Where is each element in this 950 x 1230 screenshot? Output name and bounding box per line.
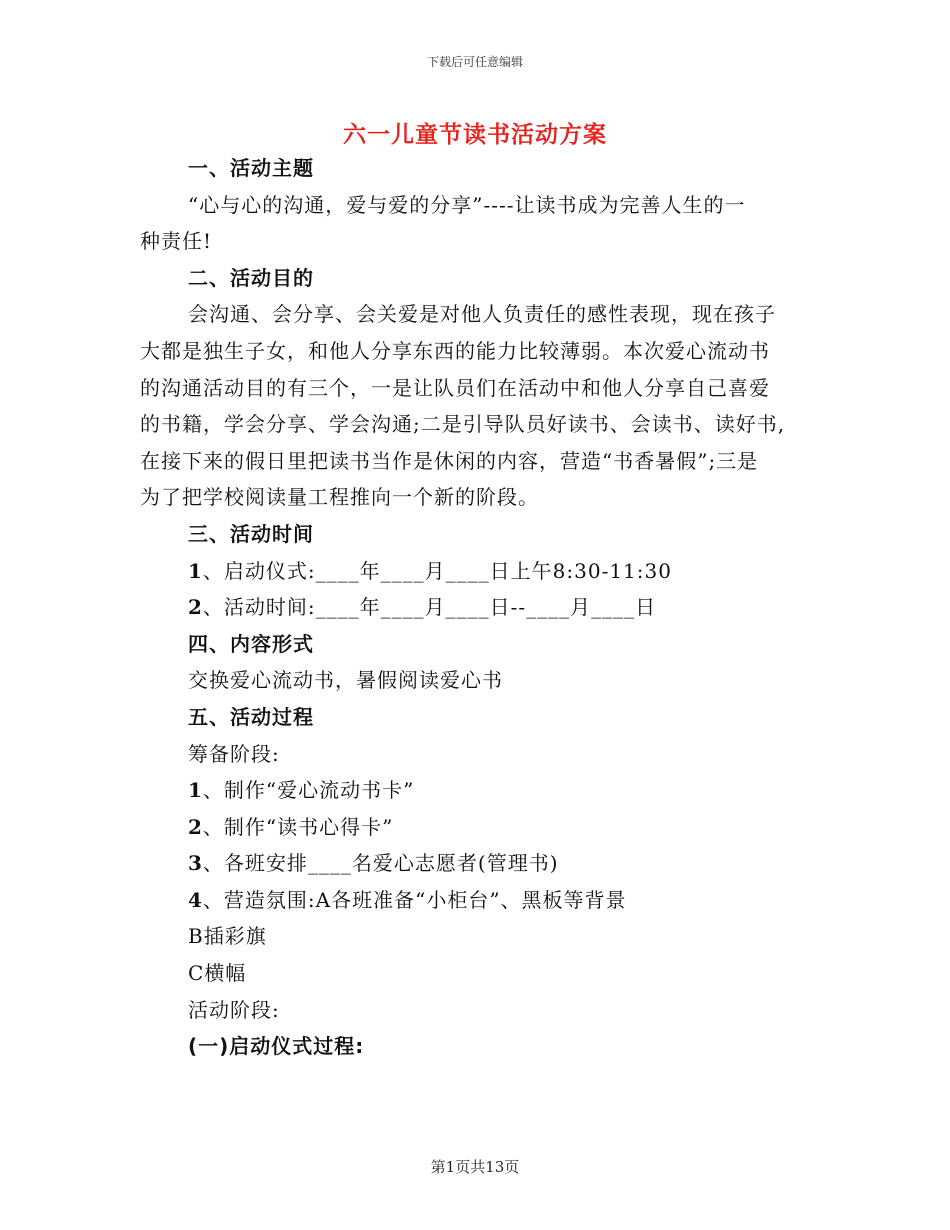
list-text: 、启动仪式:____年____月____日上午8:30-11:30 xyxy=(202,558,672,583)
prep-item-1 xyxy=(140,772,820,809)
list-text: 、营造氛围:A各班准备“小柜台”、黑板等背景 xyxy=(202,887,627,912)
document-body xyxy=(140,150,820,1065)
list-number: 2 xyxy=(188,595,203,620)
theme-text-line-1: “心与心的沟通，爱与爱的分享”----让读书成为完善人生的一 xyxy=(188,192,746,217)
purpose-line: 在接下来的假日里把读书当作是休闲的内容，营造“书香暑假”;三是 xyxy=(140,448,759,473)
prep-item-4 xyxy=(140,882,820,919)
purpose-line: 的书籍，学会分享、学会沟通;二是引导队员好读书、会读书、读好书, xyxy=(140,412,786,437)
list-text: 、活动时间:____年____月____日--____月____日 xyxy=(202,595,657,620)
section-heading-purpose: 二、活动目的 xyxy=(188,265,314,290)
prep-item-2 xyxy=(140,809,820,846)
page-header-note: 下载后可任意编辑 xyxy=(426,55,523,69)
purpose-line: 的沟通活动目的有三个，一是让队员们在活动中和他人分享自己喜爱 xyxy=(140,375,770,400)
list-number: 4 xyxy=(188,887,203,912)
prep-item-3 xyxy=(140,845,820,882)
list-number: 3 xyxy=(188,851,203,876)
section-heading-time: 三、活动时间 xyxy=(188,521,314,546)
theme-text-line-2: 种责任! xyxy=(140,229,213,254)
page-footer: 第1页共13页 xyxy=(430,1158,520,1176)
section-heading-content: 四、内容形式 xyxy=(188,631,314,656)
purpose-line: 为了把学校阅读量工程推向一个新的阶段。 xyxy=(140,485,539,510)
section-heading-theme: 一、活动主题 xyxy=(188,156,314,180)
time-item-2 xyxy=(140,589,820,626)
list-text: 、制作“读书心得卡” xyxy=(202,814,394,839)
content-text: 交换爱心流动书，暑假阅读爱心书 xyxy=(188,668,503,693)
prep-item-b: B插彩旗 xyxy=(188,924,267,949)
purpose-line: 会沟通、会分享、会关爱是对他人负责任的感性表现，现在孩子 xyxy=(188,302,776,327)
list-text: 、制作“爱心流动书卡” xyxy=(202,778,415,803)
subheading-launch-ceremony: (一)启动仪式过程: xyxy=(188,1034,365,1059)
activity-stage-label: 活动阶段: xyxy=(188,997,280,1022)
list-number: 1 xyxy=(188,558,203,583)
prep-stage-label: 筹备阶段: xyxy=(188,741,280,766)
document-title: 六一儿童节读书活动方案 xyxy=(343,122,607,148)
list-text: 、各班安排____名爱心志愿者(管理书) xyxy=(202,851,559,876)
purpose-line: 大都是独生子女，和他人分享东西的能力比较薄弱。本次爱心流动书 xyxy=(140,338,770,363)
time-item-1 xyxy=(140,553,820,590)
section-heading-process: 五、活动过程 xyxy=(188,704,314,729)
list-number: 1 xyxy=(188,778,203,803)
list-number: 2 xyxy=(188,814,203,839)
prep-item-c: C横幅 xyxy=(188,961,247,986)
